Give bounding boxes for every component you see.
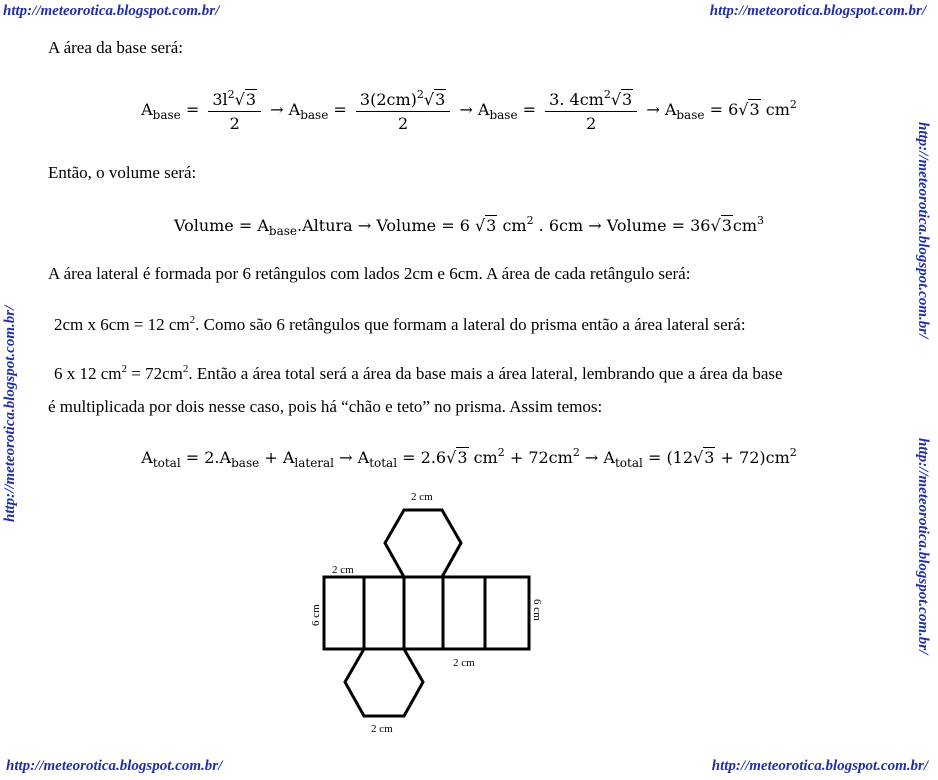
watermark-bottom-right[interactable]: http://meteorotica.blogspot.com.br/ xyxy=(711,758,928,774)
fraction-3: $\frac{3. 4cm^2√3}{2}$ xyxy=(545,88,637,133)
paragraph-floor-ceiling: é multiplicada por dois nesse caso, pois há “chão e teto” no prisma. Assim temos: xyxy=(48,397,603,416)
watermark-right-vertical-lower[interactable]: http://meteorotica.blogspot.com.br/ xyxy=(915,438,931,655)
equation-volume: Volume = $A_{base}.Altura$ → Volume = 6 √3 $cm^2$ . 6cm → Volume = $36√3cm^3$ xyxy=(173,214,765,238)
label-bottom-hexagon: 2 cm xyxy=(371,723,393,735)
paragraph-total-lateral: 6 x 12 $cm^2 = 72cm^2$. Então a área total será a área da base mais a área lateral, lembrando que a área da base xyxy=(54,363,783,383)
label-left-top: 2 cm xyxy=(332,564,354,576)
watermark-left-vertical[interactable]: http://meteorotica.blogspot.com.br/ xyxy=(2,305,18,522)
hexagon-top xyxy=(385,510,461,577)
label-bottom-mid: 2 cm xyxy=(453,657,475,669)
prism-net-diagram xyxy=(300,486,560,736)
label-left-side: 6 cm xyxy=(310,604,322,626)
label-right-side: 6 cm xyxy=(531,599,543,621)
equation-total-area: $A_{total} = 2.A_{base} + A_{lateral} \to A_{total} = 2.6√3$ $cm^2 + 72cm^2 \to A_{total} = (12√3 + 72)cm^2$ xyxy=(141,446,797,470)
paragraph-volume-intro: Então, o volume será: xyxy=(48,163,197,182)
label-top-hexagon: 2 cm xyxy=(411,491,433,503)
fraction-2: $\frac{3(2cm)^2√3}{2}$ xyxy=(356,88,450,133)
fraction-1: $\frac{3l^2√3}{2}$ xyxy=(208,88,261,133)
paragraph-rectangle-area: 2cm x 6cm = 12 $cm^2$. Como são 6 retângulos que formam a lateral do prisma então a área lateral será: xyxy=(54,314,746,334)
paragraph-lateral-area: A área lateral é formada por 6 retângulos com lados 2cm e 6cm. A área de cada retângulo será: xyxy=(48,264,691,283)
equation-base-area: $A_{base}$ = $\frac{3l^2√3}{2}$ → $A_{base}$ = $\frac{3(2cm)^2√3}{2}$ → $A_{base}$ = $\frac{3. 4cm^2√3}{2}$ → $A_{base} = 6√3$ $cm^2$ xyxy=(141,88,797,133)
watermark-top-left[interactable]: http://meteorotica.blogspot.com.br/ xyxy=(3,3,220,19)
hexagon-bottom xyxy=(345,649,423,716)
watermark-top-right[interactable]: http://meteorotica.blogspot.com.br/ xyxy=(709,3,926,19)
watermark-right-vertical-upper[interactable]: http://meteorotica.blogspot.com.br/ xyxy=(915,122,931,339)
paragraph-base-area-intro: A área da base será: xyxy=(48,38,183,57)
lateral-rectangles xyxy=(324,577,529,649)
watermark-bottom-left[interactable]: http://meteorotica.blogspot.com.br/ xyxy=(6,758,223,774)
